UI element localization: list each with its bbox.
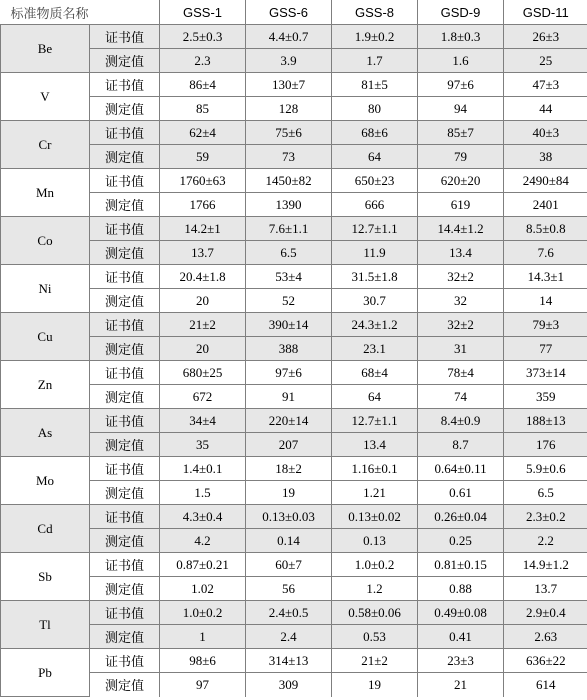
measured-value: 21 (418, 673, 504, 697)
table-header (1, 0, 587, 25)
certified-label: 证书值 (90, 25, 160, 49)
measured-value: 1.6 (418, 49, 504, 73)
measured-value: 0.53 (332, 625, 418, 649)
certified-value: 130±7 (246, 73, 332, 97)
certified-label: 证书值 (90, 265, 160, 289)
element-label: Mn (1, 169, 90, 217)
certified-value: 0.13±0.03 (246, 505, 332, 529)
measured-value: 2.2 (504, 529, 587, 553)
measured-value: 91 (246, 385, 332, 409)
certified-value: 23±3 (418, 649, 504, 673)
certified-label: 证书值 (90, 313, 160, 337)
measured-value: 31 (418, 337, 504, 361)
element-label: Sb (1, 553, 90, 601)
measured-value: 619 (418, 193, 504, 217)
measured-value: 20 (160, 337, 246, 361)
element-group (1, 505, 587, 553)
measured-value: 614 (504, 673, 587, 697)
element-group (1, 25, 587, 73)
certified-value: 0.49±0.08 (418, 601, 504, 625)
measured-value: 1 (160, 625, 246, 649)
measured-value: 13.4 (418, 241, 504, 265)
measured-value: 35 (160, 433, 246, 457)
measured-label: 测定值 (90, 49, 160, 73)
measured-value: 20 (160, 289, 246, 313)
certified-value: 2.9±0.4 (504, 601, 587, 625)
element-group (1, 649, 587, 697)
certified-row (1, 73, 587, 97)
certified-value: 390±14 (246, 313, 332, 337)
measured-value: 2.63 (504, 625, 587, 649)
measured-value: 0.88 (418, 577, 504, 601)
measured-value: 14 (504, 289, 587, 313)
certified-row (1, 409, 587, 433)
certified-value: 32±2 (418, 265, 504, 289)
certified-value: 1.0±0.2 (332, 553, 418, 577)
measured-value: 1.21 (332, 481, 418, 505)
measured-label: 测定值 (90, 385, 160, 409)
certified-value: 7.6±1.1 (246, 217, 332, 241)
measured-value: 388 (246, 337, 332, 361)
element-label: Co (1, 217, 90, 265)
certified-row (1, 553, 587, 577)
element-label: Be (1, 25, 90, 73)
measured-label: 测定值 (90, 577, 160, 601)
certified-value: 97±6 (246, 361, 332, 385)
measured-value: 85 (160, 97, 246, 121)
certified-value: 31.5±1.8 (332, 265, 418, 289)
certified-value: 1.0±0.2 (160, 601, 246, 625)
measured-label: 测定值 (90, 241, 160, 265)
certified-value: 1450±82 (246, 169, 332, 193)
certified-value: 85±7 (418, 121, 504, 145)
column-header: GSS-1 (160, 0, 246, 25)
certified-value: 12.7±1.1 (332, 409, 418, 433)
element-label: Cr (1, 121, 90, 169)
measured-value: 4.2 (160, 529, 246, 553)
measured-value: 1766 (160, 193, 246, 217)
measured-value: 73 (246, 145, 332, 169)
measured-value: 97 (160, 673, 246, 697)
certified-value: 4.4±0.7 (246, 25, 332, 49)
certified-row (1, 265, 587, 289)
corner-label: 标准物质名称 (1, 0, 160, 25)
certified-value: 1.4±0.1 (160, 457, 246, 481)
element-group (1, 313, 587, 361)
measured-value: 0.14 (246, 529, 332, 553)
measured-value: 2401 (504, 193, 587, 217)
certified-value: 34±4 (160, 409, 246, 433)
certified-value: 620±20 (418, 169, 504, 193)
certified-value: 650±23 (332, 169, 418, 193)
measured-value: 2.4 (246, 625, 332, 649)
certified-value: 68±6 (332, 121, 418, 145)
measured-value: 8.7 (418, 433, 504, 457)
certified-row (1, 169, 587, 193)
element-label: Ni (1, 265, 90, 313)
certified-value: 4.3±0.4 (160, 505, 246, 529)
certified-value: 14.4±1.2 (418, 217, 504, 241)
certified-value: 21±2 (332, 649, 418, 673)
element-group (1, 457, 587, 505)
certified-value: 26±3 (504, 25, 587, 49)
measured-value: 94 (418, 97, 504, 121)
measured-value: 64 (332, 145, 418, 169)
certified-value: 2.4±0.5 (246, 601, 332, 625)
certified-value: 40±3 (504, 121, 587, 145)
certified-value: 5.9±0.6 (504, 457, 587, 481)
certified-label: 证书值 (90, 457, 160, 481)
certified-label: 证书值 (90, 121, 160, 145)
certified-value: 14.3±1 (504, 265, 587, 289)
measured-value: 0.25 (418, 529, 504, 553)
measured-value: 23.1 (332, 337, 418, 361)
certified-value: 68±4 (332, 361, 418, 385)
measured-value: 2.3 (160, 49, 246, 73)
certified-value: 98±6 (160, 649, 246, 673)
certified-value: 1760±63 (160, 169, 246, 193)
element-group (1, 73, 587, 121)
measured-value: 0.13 (332, 529, 418, 553)
measured-value: 19 (246, 481, 332, 505)
measured-value: 13.7 (160, 241, 246, 265)
certified-value: 53±4 (246, 265, 332, 289)
certified-label: 证书值 (90, 601, 160, 625)
certified-row (1, 457, 587, 481)
measured-value: 32 (418, 289, 504, 313)
certified-row (1, 649, 587, 673)
certified-value: 0.26±0.04 (418, 505, 504, 529)
column-header: GSS-6 (246, 0, 332, 25)
certified-value: 12.7±1.1 (332, 217, 418, 241)
measured-value: 13.4 (332, 433, 418, 457)
certified-value: 0.87±0.21 (160, 553, 246, 577)
certified-value: 2490±84 (504, 169, 587, 193)
certified-row (1, 361, 587, 385)
certified-value: 0.13±0.02 (332, 505, 418, 529)
element-group (1, 553, 587, 601)
measured-value: 13.7 (504, 577, 587, 601)
header-row (1, 0, 587, 25)
measured-value: 3.9 (246, 49, 332, 73)
measured-label: 测定值 (90, 193, 160, 217)
certified-value: 1.8±0.3 (418, 25, 504, 49)
certified-value: 1.16±0.1 (332, 457, 418, 481)
measured-value: 6.5 (246, 241, 332, 265)
certified-row (1, 25, 587, 49)
measured-value: 25 (504, 49, 587, 73)
measured-label: 测定值 (90, 625, 160, 649)
measured-value: 80 (332, 97, 418, 121)
measured-value: 74 (418, 385, 504, 409)
certified-value: 2.3±0.2 (504, 505, 587, 529)
certified-value: 47±3 (504, 73, 587, 97)
element-label: Cu (1, 313, 90, 361)
certified-label: 证书值 (90, 553, 160, 577)
measured-value: 11.9 (332, 241, 418, 265)
certified-value: 21±2 (160, 313, 246, 337)
certified-value: 24.3±1.2 (332, 313, 418, 337)
certified-label: 证书值 (90, 505, 160, 529)
measured-value: 6.5 (504, 481, 587, 505)
certified-value: 60±7 (246, 553, 332, 577)
element-label: Cd (1, 505, 90, 553)
measured-value: 30.7 (332, 289, 418, 313)
certified-value: 188±13 (504, 409, 587, 433)
certified-row (1, 121, 587, 145)
measured-label: 测定值 (90, 337, 160, 361)
measured-value: 359 (504, 385, 587, 409)
certified-value: 2.5±0.3 (160, 25, 246, 49)
measured-label: 测定值 (90, 673, 160, 697)
certified-row (1, 505, 587, 529)
column-header: GSS-8 (332, 0, 418, 25)
measured-value: 56 (246, 577, 332, 601)
measured-label: 测定值 (90, 97, 160, 121)
measured-value: 44 (504, 97, 587, 121)
measured-label: 测定值 (90, 529, 160, 553)
measured-value: 666 (332, 193, 418, 217)
measured-value: 0.41 (418, 625, 504, 649)
element-group (1, 121, 587, 169)
element-label: V (1, 73, 90, 121)
element-group (1, 601, 587, 649)
certified-value: 79±3 (504, 313, 587, 337)
column-header: GSD-9 (418, 0, 504, 25)
element-label: As (1, 409, 90, 457)
element-group (1, 361, 587, 409)
element-label: Tl (1, 601, 90, 649)
measured-value: 1390 (246, 193, 332, 217)
certified-label: 证书值 (90, 409, 160, 433)
certified-value: 636±22 (504, 649, 587, 673)
measured-value: 1.7 (332, 49, 418, 73)
certified-value: 86±4 (160, 73, 246, 97)
measured-value: 0.61 (418, 481, 504, 505)
certified-value: 81±5 (332, 73, 418, 97)
measured-value: 1.5 (160, 481, 246, 505)
certified-value: 0.64±0.11 (418, 457, 504, 481)
measured-value: 38 (504, 145, 587, 169)
measured-value: 309 (246, 673, 332, 697)
element-label: Zn (1, 361, 90, 409)
measured-value: 79 (418, 145, 504, 169)
certified-value: 373±14 (504, 361, 587, 385)
certified-value: 20.4±1.8 (160, 265, 246, 289)
certified-label: 证书值 (90, 361, 160, 385)
certified-row (1, 313, 587, 337)
certified-value: 8.5±0.8 (504, 217, 587, 241)
measured-label: 测定值 (90, 145, 160, 169)
measured-value: 1.02 (160, 577, 246, 601)
element-label: Pb (1, 649, 90, 697)
certified-value: 314±13 (246, 649, 332, 673)
measured-value: 672 (160, 385, 246, 409)
measured-value: 207 (246, 433, 332, 457)
measured-value: 52 (246, 289, 332, 313)
certified-value: 78±4 (418, 361, 504, 385)
measured-value: 176 (504, 433, 587, 457)
measured-value: 64 (332, 385, 418, 409)
certified-value: 0.81±0.15 (418, 553, 504, 577)
certified-value: 18±2 (246, 457, 332, 481)
measured-value: 128 (246, 97, 332, 121)
certified-value: 0.58±0.06 (332, 601, 418, 625)
certified-value: 680±25 (160, 361, 246, 385)
certified-value: 97±6 (418, 73, 504, 97)
measured-value: 77 (504, 337, 587, 361)
certified-value: 14.9±1.2 (504, 553, 587, 577)
column-header: GSD-11 (504, 0, 587, 25)
element-group (1, 265, 587, 313)
measured-label: 测定值 (90, 289, 160, 313)
certified-value: 32±2 (418, 313, 504, 337)
certified-value: 1.9±0.2 (332, 25, 418, 49)
measured-value: 19 (332, 673, 418, 697)
measured-label: 测定值 (90, 481, 160, 505)
measured-value: 59 (160, 145, 246, 169)
certified-value: 8.4±0.9 (418, 409, 504, 433)
certified-label: 证书值 (90, 217, 160, 241)
certified-row (1, 601, 587, 625)
element-label: Mo (1, 457, 90, 505)
element-group (1, 217, 587, 265)
certified-value: 62±4 (160, 121, 246, 145)
element-group (1, 169, 587, 217)
measured-label: 测定值 (90, 433, 160, 457)
certified-value: 75±6 (246, 121, 332, 145)
certified-row (1, 217, 587, 241)
measured-value: 7.6 (504, 241, 587, 265)
element-group (1, 409, 587, 457)
certified-value: 14.2±1 (160, 217, 246, 241)
certified-value: 220±14 (246, 409, 332, 433)
certified-label: 证书值 (90, 169, 160, 193)
certified-label: 证书值 (90, 649, 160, 673)
measured-value: 1.2 (332, 577, 418, 601)
certified-label: 证书值 (90, 73, 160, 97)
